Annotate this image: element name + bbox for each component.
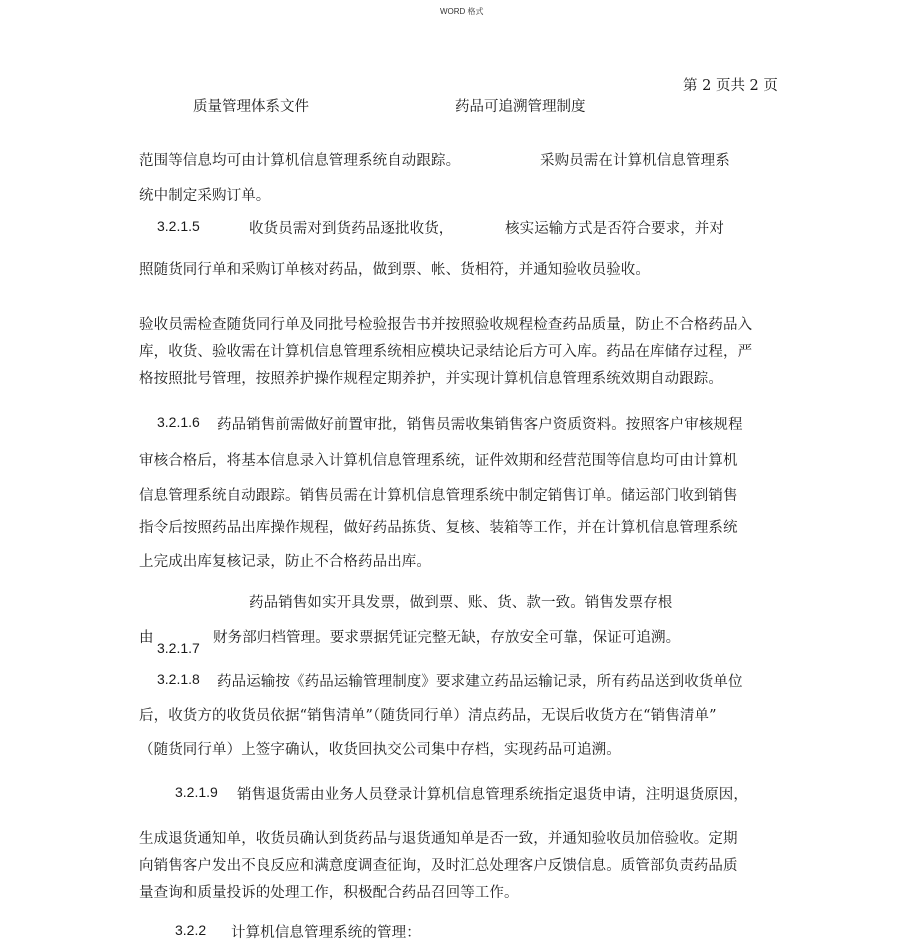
section-number: 3.2.1.6	[157, 414, 200, 430]
section-number: 3.2.1.8	[157, 671, 200, 687]
section-number: 3.2.1.5	[157, 218, 200, 234]
text-line: 范围等信息均可由计算机信息管理系统自动跟踪。	[139, 153, 461, 169]
text-line: 核实运输方式是否符合要求，并对	[505, 221, 724, 237]
text-line: 指令后按照药品出库操作规程，做好药品拣货、复核、装箱等工作，并在计算机信息管理系统	[139, 520, 738, 536]
text-line: 库，收货、验收需在计算机信息管理系统相应模块记录结论后方可入库。药品在库储存过程，严	[139, 344, 753, 360]
page-number: 第 2 页共 2 页	[683, 78, 778, 94]
text-line: 药品销售如实开具发票，做到票、账、货、款一致。销售发票存根	[249, 595, 673, 611]
text-line: 信息管理系统自动跟踪。销售员需在计算机信息管理系统中制定销售订单。储运部门收到销售	[139, 488, 738, 504]
text-line: 量查询和质量投诉的处理工作，积极配合药品召回等工作。	[139, 885, 519, 901]
section-number: 3.2.2	[175, 922, 207, 938]
section-number: 3.2.1.7	[157, 640, 200, 656]
document-title: 质量管理体系文件	[193, 99, 309, 115]
document-subtitle: 药品可追溯管理制度	[455, 99, 586, 115]
text-line: 统中制定采购订单。	[139, 188, 271, 204]
text-line: 后，收货方的收货员依据“销售清单”（随货同行单）清点药品，无误后收货方在“销售清单”	[139, 708, 717, 724]
text-line: 销售退货需由业务人员登录计算机信息管理系统指定退货申请，注明退货原因，	[237, 787, 748, 803]
text-line: 采购员需在计算机信息管理系	[540, 153, 730, 169]
text-line: 生成退货通知单，收货员确认到货药品与退货通知单是否一致，并通知验收员加倍验收。定期	[139, 831, 738, 847]
text-line: 照随货同行单和采购订单核对药品，做到票、帐、货相符，并通知验收员验收。	[139, 262, 650, 278]
text-line: 验收员需检查随货同行单及同批号检验报告书并按照验收规程检查药品质量，防止不合格药品入	[139, 317, 753, 333]
word-format-label: WORD 格式	[440, 7, 484, 16]
text-line: 向销售客户发出不良反应和满意度调查征询，及时汇总处理客户反馈信息。质管部负责药品质	[139, 858, 738, 874]
text-line: 审核合格后，将基本信息录入计算机信息管理系统，证件效期和经营范围等信息均可由计算机	[139, 453, 738, 469]
text-line: 收货员需对到货药品逐批收货，	[249, 221, 454, 237]
text-line: 由	[139, 630, 154, 646]
text-line: 上完成出库复核记录，防止不合格药品出库。	[139, 554, 431, 570]
text-line: （随货同行单）上签字确认，收货回执交公司集中存档，实现药品可追溯。	[139, 742, 621, 758]
text-line: 药品运输按《药品运输管理制度》要求建立药品运输记录，所有药品送到收货单位	[217, 674, 743, 690]
section-title: 计算机信息管理系统的管理：	[231, 925, 421, 941]
section-number: 3.2.1.9	[175, 784, 218, 800]
text-line: 格按照批号管理，按照养护操作规程定期养护，并实现计算机信息管理系统效期自动跟踪。	[139, 371, 723, 387]
text-line: 药品销售前需做好前置审批，销售员需收集销售客户资质资料。按照客户审核规程	[217, 417, 743, 433]
text-line: 财务部归档管理。要求票据凭证完整无缺，存放安全可靠，保证可追溯。	[213, 630, 681, 646]
